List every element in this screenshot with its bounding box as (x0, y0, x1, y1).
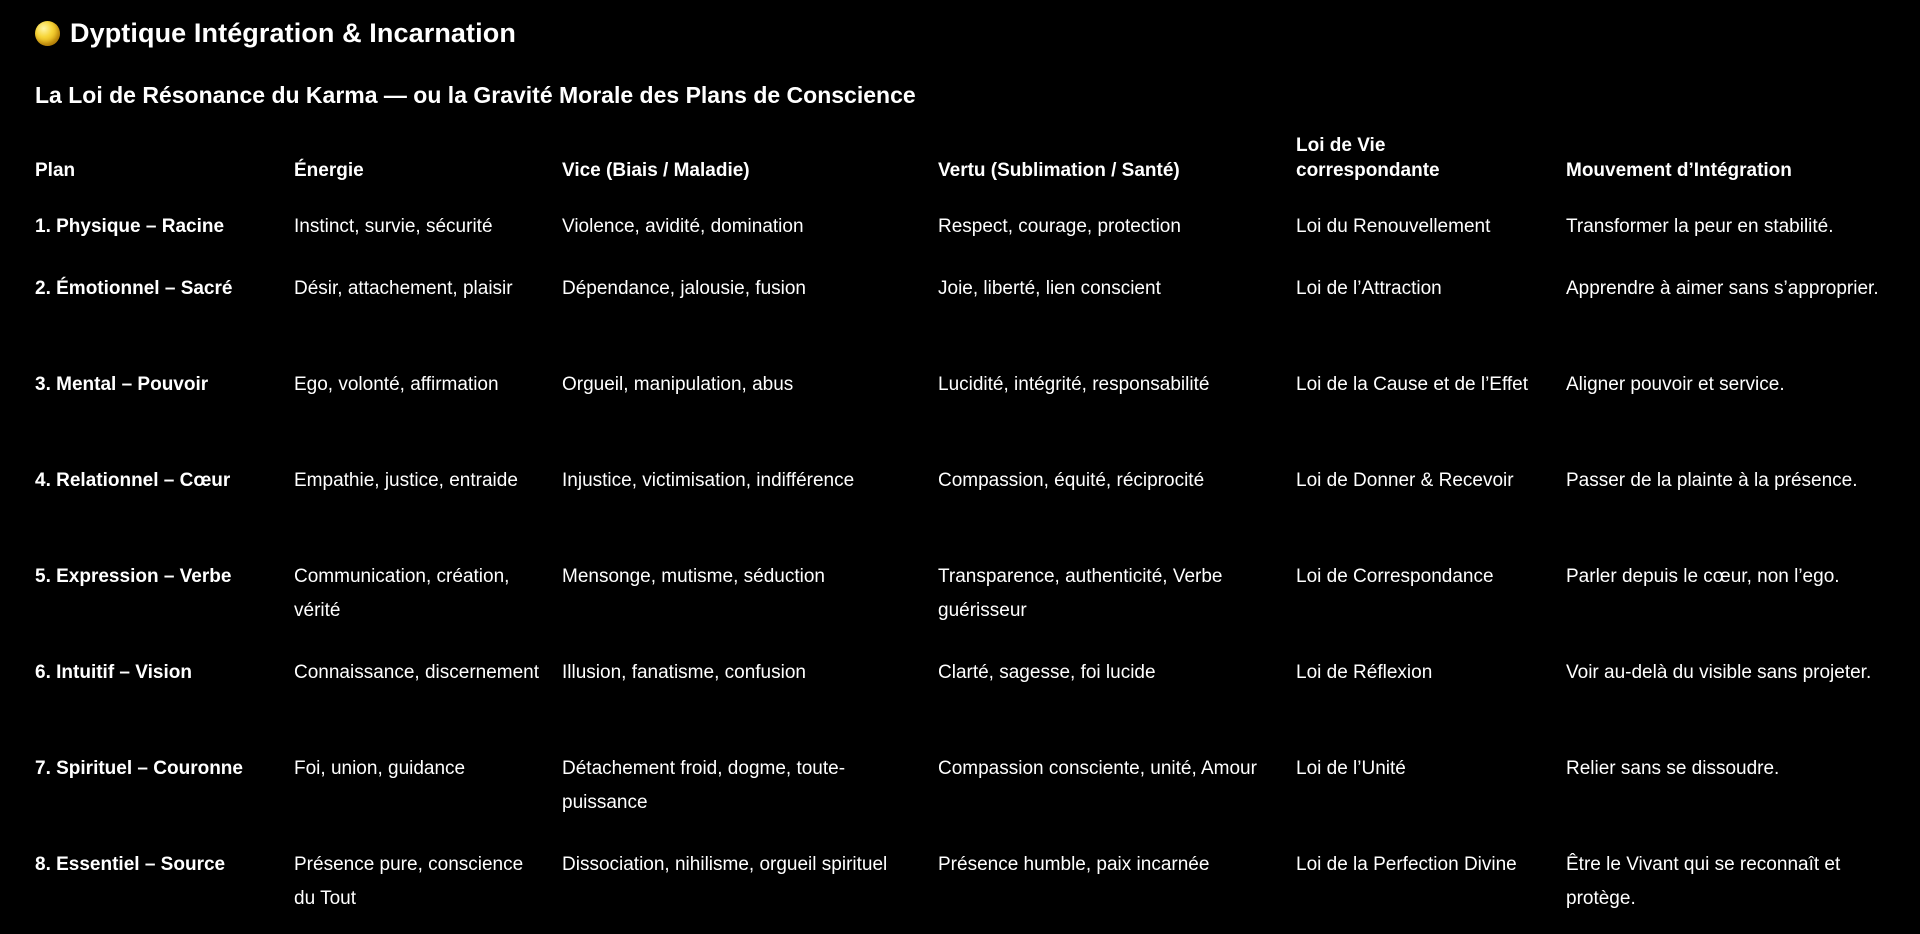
cell-energie: Foi, union, guidance (294, 758, 466, 779)
cell-vice: Orgueil, manipulation, abus (562, 374, 794, 395)
cell-energie: Communication, création, vérité (294, 566, 510, 621)
cell-vice: Détachement froid, dogme, toute-puissance (562, 758, 846, 813)
cell-loi: Loi de l’Attraction (1296, 278, 1442, 299)
cell-plan: 1. Physique – Racine (35, 216, 225, 237)
cell-plan: 3. Mental – Pouvoir (35, 374, 209, 395)
cell-loi: Loi du Renouvellement (1296, 216, 1491, 237)
cell-energie: Présence pure, conscience du Tout (294, 854, 524, 909)
cell-plan: 4. Relationnel – Cœur (35, 470, 231, 491)
cell-plan: 5. Expression – Verbe (35, 566, 232, 587)
cell-plan: 6. Intuitif – Vision (35, 662, 192, 683)
cell-loi: Loi de la Cause et de l’Effet (1296, 374, 1529, 395)
cell-vice: Injustice, victimisation, indifférence (562, 470, 855, 491)
cell-loi: Loi de Réflexion (1296, 662, 1433, 683)
plans-table (35, 126, 1895, 925)
cell-vertu: Respect, courage, protection (938, 216, 1181, 237)
table-row (35, 191, 1895, 253)
cell-mouvement: Parler depuis le cœur, non l’ego. (1566, 566, 1840, 587)
cell-mouvement: Aligner pouvoir et service. (1566, 374, 1785, 395)
cell-mouvement: Apprendre à aimer sans s’approprier. (1566, 278, 1879, 299)
table-row (35, 637, 1895, 733)
cell-mouvement: Relier sans se dissoudre. (1566, 758, 1780, 779)
cell-vertu: Clarté, sagesse, foi lucide (938, 662, 1156, 683)
table-header (35, 126, 1895, 191)
table-row (35, 733, 1895, 829)
cell-vice: Dissociation, nihilisme, orgueil spirituel (562, 854, 888, 875)
column-header-loi: Loi de Vie correspondante (1296, 135, 1440, 181)
cell-energie: Connaissance, discernement (294, 662, 540, 683)
cell-plan: 7. Spirituel – Couronne (35, 758, 243, 779)
cell-vertu: Compassion, équité, réciprocité (938, 470, 1205, 491)
page-title (35, 18, 516, 49)
cell-loi: Loi de Correspondance (1296, 566, 1494, 587)
table-body (35, 191, 1895, 925)
cell-vice: Violence, avidité, domination (562, 216, 804, 237)
yellow-circle-icon (35, 21, 60, 46)
cell-vertu: Joie, liberté, lien conscient (938, 278, 1161, 299)
cell-energie: Instinct, survie, sécurité (294, 216, 493, 237)
cell-vertu: Présence humble, paix incarnée (938, 854, 1210, 875)
cell-mouvement: Passer de la plainte à la présence. (1566, 470, 1858, 491)
cell-vertu: Transparence, authenticité, Verbe guérisseur (938, 566, 1223, 621)
cell-mouvement: Transformer la peur en stabilité. (1566, 216, 1834, 237)
cell-energie: Ego, volonté, affirmation (294, 374, 499, 395)
cell-energie: Désir, attachement, plaisir (294, 278, 513, 299)
section-heading: La Loi de Résonance du Karma — ou la Gravité Morale des Plans de Conscience (35, 82, 916, 108)
cell-mouvement: Voir au-delà du visible sans projeter. (1566, 662, 1872, 683)
table-row (35, 349, 1895, 445)
column-header-energie: Énergie (294, 160, 364, 181)
table-row (35, 829, 1895, 925)
page-title-text: Dyptique Intégration & Incarnation (70, 18, 516, 48)
table-row (35, 253, 1895, 349)
table-header-row (35, 126, 1895, 191)
cell-energie: Empathie, justice, entraide (294, 470, 518, 491)
cell-vice: Mensonge, mutisme, séduction (562, 566, 825, 587)
column-header-plan: Plan (35, 160, 76, 181)
cell-vertu: Lucidité, intégrité, responsabilité (938, 374, 1210, 395)
cell-mouvement: Être le Vivant qui se reconnaît et protège. (1566, 854, 1841, 909)
cell-vertu: Compassion consciente, unité, Amour (938, 758, 1257, 779)
cell-vice: Illusion, fanatisme, confusion (562, 662, 806, 683)
column-header-vice: Vice (Biais / Maladie) (562, 160, 750, 181)
cell-vice: Dépendance, jalousie, fusion (562, 278, 807, 299)
table-row (35, 541, 1895, 637)
cell-loi: Loi de l’Unité (1296, 758, 1406, 779)
cell-plan: 2. Émotionnel – Sacré (35, 278, 233, 299)
cell-loi: Loi de la Perfection Divine (1296, 854, 1517, 875)
column-header-vertu: Vertu (Sublimation / Santé) (938, 160, 1180, 181)
column-header-mouvement: Mouvement d’Intégration (1566, 160, 1792, 181)
cell-loi: Loi de Donner & Recevoir (1296, 470, 1514, 491)
cell-plan: 8. Essentiel – Source (35, 854, 226, 875)
table-row (35, 445, 1895, 541)
